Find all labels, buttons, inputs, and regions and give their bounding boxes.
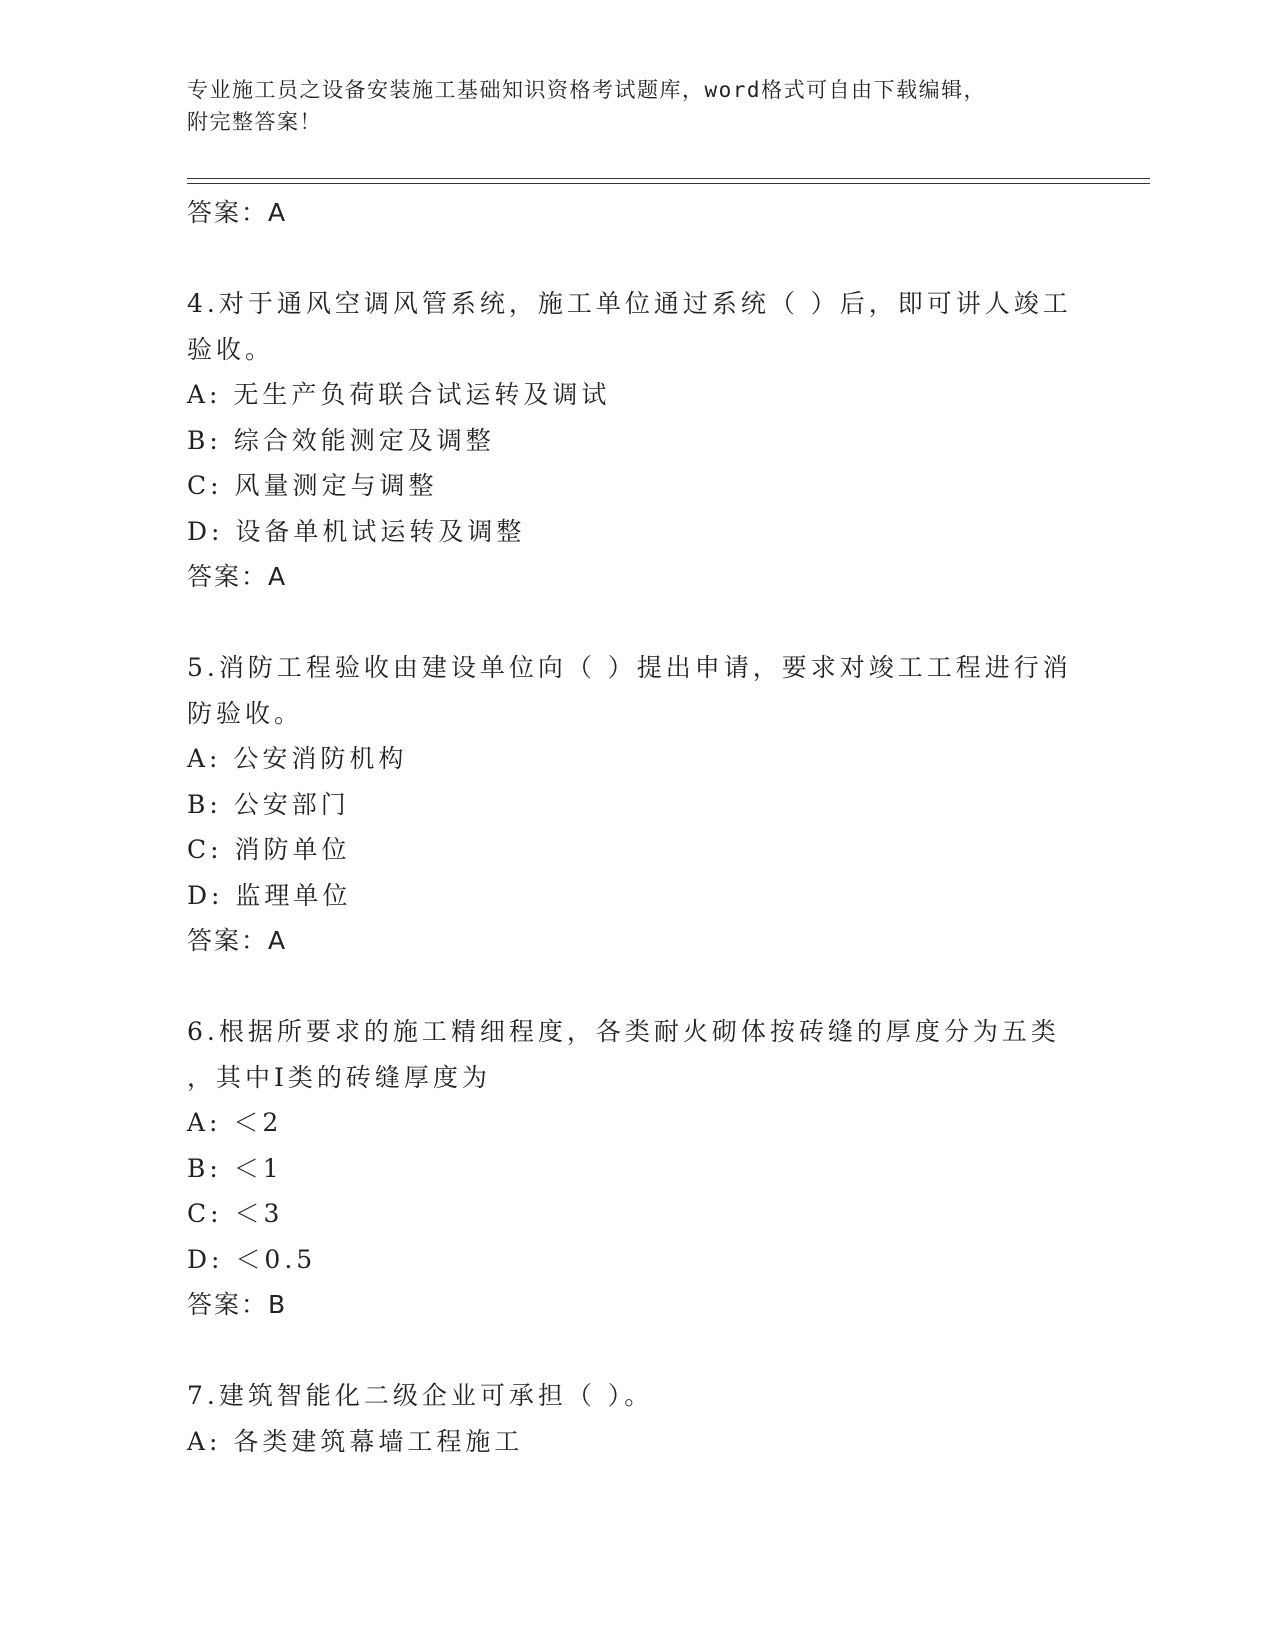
- spacer: [187, 600, 1087, 646]
- question-7: [187, 1373, 1087, 1464]
- spacer: [187, 236, 1087, 282]
- option-c: C: ＜3: [187, 1199, 284, 1228]
- question-stem: 7.建筑智能化二级企业可承担（ ）。: [187, 1381, 654, 1410]
- option-d: D: 设备单机试运转及调整: [187, 516, 526, 546]
- option-b: B: ＜1: [187, 1153, 283, 1183]
- document-header: [187, 74, 1087, 138]
- option-a: A: 各类建筑幕墙工程施工: [187, 1426, 524, 1456]
- question-list: [187, 190, 1087, 1464]
- answer-previous: 答案：A: [187, 198, 288, 227]
- header-divider-bottom: [187, 183, 1150, 184]
- question-stem: 4.对于通风空调风管系统，施工单位通过系统（ ）后，即可讲人竣工: [187, 289, 1072, 318]
- question-5: [187, 645, 1087, 964]
- question-stem: 5.消防工程验收由建设单位向（ ）提出申请，要求对竣工工程进行消: [187, 653, 1072, 682]
- spacer: [187, 1328, 1087, 1374]
- option-d: D: ＜0.5: [187, 1244, 317, 1274]
- header-line-2: 附完整答案！: [187, 110, 322, 134]
- option-c: C: 风量测定与调整: [187, 471, 438, 500]
- answer: 答案：A: [187, 562, 288, 591]
- question-stem-cont: 防验收。: [187, 698, 304, 728]
- question-6: [187, 1009, 1087, 1328]
- header-divider-top: [187, 178, 1150, 179]
- option-b: B: 公安部门: [187, 789, 350, 819]
- question-stem-cont: ，其中Ⅰ类的砖缝厚度为: [187, 1062, 491, 1092]
- option-a: A: ＜2: [187, 1108, 283, 1137]
- option-d: D: 监理单位: [187, 880, 352, 910]
- answer: 答案：A: [187, 926, 288, 955]
- question-stem-cont: 验收。: [187, 334, 275, 364]
- answer: 答案：B: [187, 1290, 288, 1319]
- spacer: [187, 964, 1087, 1010]
- option-c: C: 消防单位: [187, 835, 351, 864]
- question-4: [187, 281, 1087, 600]
- option-b: B: 综合效能测定及调整: [187, 425, 495, 455]
- option-a: A: 无生产负荷联合试运转及调试: [187, 380, 611, 409]
- header-line-1: 专业施工员之设备安装施工基础知识资格考试题库，word格式可自由下载编辑，: [187, 78, 987, 102]
- option-a: A: 公安消防机构: [187, 744, 408, 773]
- question-stem: 6.根据所要求的施工精细程度，各类耐火砌体按砖缝的厚度分为五类: [187, 1017, 1060, 1046]
